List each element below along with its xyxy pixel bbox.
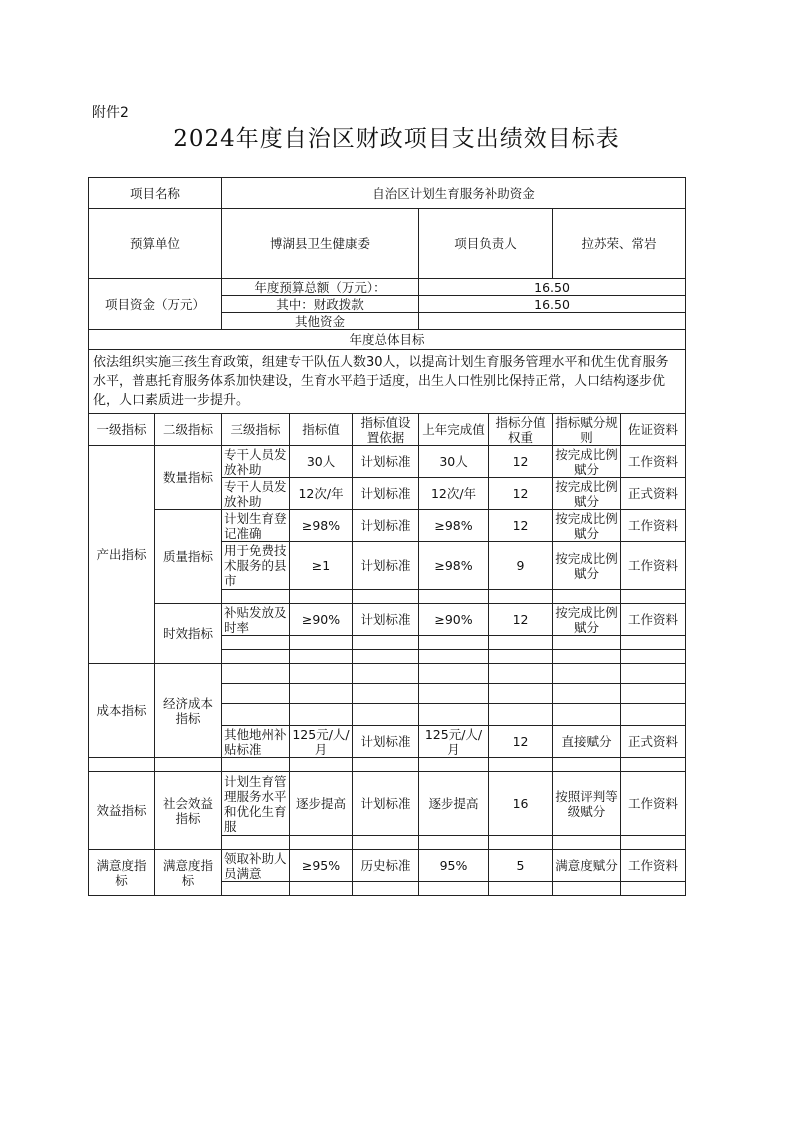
weight-cell: 12 (489, 726, 553, 758)
col-value: 指标值 (290, 414, 353, 446)
project-leader-label: 项目负责人 (419, 209, 553, 279)
l1-cost: 成本指标 (89, 664, 155, 758)
rule-cell: 按完成比例赋分 (553, 542, 621, 590)
funds-finance-label: 其中：财政拨款 (222, 296, 419, 313)
overall-goal-text: 依法组织实施三孩生育政策，组建专干队伍人数30人，以提高计划生育服务管理水平和优生优育服务水平，普惠托育服务体系加快建设，生育水平趋于适度，出生人口性别比保持正常，人口结构逐步优化，人口素质进一步提升。 (89, 350, 686, 414)
l3-cell: 计划生育管理服务水平和优化生育服 (222, 772, 290, 836)
l2-satisfaction: 满意度指标 (155, 850, 222, 896)
l2-timeliness: 时效指标 (155, 604, 222, 664)
basis-cell: 计划标准 (353, 478, 419, 510)
page-title: 2024年度自治区财政项目支出绩效目标表 (173, 126, 620, 152)
value-cell: 12次/年 (290, 478, 353, 510)
last-year-cell: 30人 (419, 446, 489, 478)
col-rule: 指标赋分规则 (553, 414, 621, 446)
funds-label: 项目资金（万元） (89, 279, 222, 330)
table-row (89, 850, 686, 882)
l3-cell: 专干人员发放补助 (222, 446, 290, 478)
last-year-cell: ≥98% (419, 510, 489, 542)
basis-cell: 计划标准 (353, 726, 419, 758)
rule-cell: 按完成比例赋分 (553, 510, 621, 542)
value-cell: 逐步提高 (290, 772, 353, 836)
empty-row (89, 664, 686, 684)
rule-cell: 按照评判等级赋分 (553, 772, 621, 836)
evidence-cell: 工作资料 (621, 772, 686, 836)
table-row (89, 446, 686, 478)
overall-goal-row (89, 350, 686, 414)
value-cell: 30人 (290, 446, 353, 478)
rule-cell: 按完成比例赋分 (553, 478, 621, 510)
last-year-cell: 95% (419, 850, 489, 882)
evidence-cell: 正式资料 (621, 478, 686, 510)
overall-goal-header-row (89, 330, 686, 350)
budget-unit-row (89, 209, 686, 279)
column-header-row (89, 414, 686, 446)
evidence-cell: 工作资料 (621, 604, 686, 636)
l3-cell: 用于免费技术服务的县市 (222, 542, 290, 590)
rule-cell: 按完成比例赋分 (553, 446, 621, 478)
funds-total-row (89, 279, 686, 296)
l2-economic-cost: 经济成本指标 (155, 664, 222, 758)
funds-other-label: 其他资金 (222, 313, 419, 330)
funds-total-label: 年度预算总额（万元）： (222, 279, 419, 296)
col-l2: 二级指标 (155, 414, 222, 446)
weight-cell: 16 (489, 772, 553, 836)
col-weight: 指标分值权重 (489, 414, 553, 446)
value-cell: ≥1 (290, 542, 353, 590)
weight-cell: 12 (489, 446, 553, 478)
value-cell: ≥90% (290, 604, 353, 636)
weight-cell: 5 (489, 850, 553, 882)
l3-cell: 其他地州补贴标准 (222, 726, 290, 758)
basis-cell: 历史标准 (353, 850, 419, 882)
last-year-cell: ≥90% (419, 604, 489, 636)
rule-cell: 满意度赋分 (553, 850, 621, 882)
funds-other-value (419, 313, 686, 330)
basis-cell: 计划标准 (353, 604, 419, 636)
table-row (89, 510, 686, 542)
l3-cell: 补贴发放及时率 (222, 604, 290, 636)
l1-satisfaction: 满意度指标 (89, 850, 155, 896)
col-evidence: 佐证资料 (621, 414, 686, 446)
budget-unit-value: 博湖县卫生健康委 (222, 209, 419, 279)
col-basis: 指标值设置依据 (353, 414, 419, 446)
value-cell: ≥95% (290, 850, 353, 882)
funds-finance-value: 16.50 (419, 296, 686, 313)
weight-cell: 9 (489, 542, 553, 590)
weight-cell: 12 (489, 604, 553, 636)
l2-quantity: 数量指标 (155, 446, 222, 510)
col-l1: 一级指标 (89, 414, 155, 446)
col-l3: 三级指标 (222, 414, 290, 446)
budget-unit-label: 预算单位 (89, 209, 222, 279)
weight-cell: 12 (489, 478, 553, 510)
l3-cell: 专干人员发放补助 (222, 478, 290, 510)
evidence-cell: 正式资料 (621, 726, 686, 758)
project-name-row (89, 178, 686, 209)
table-row (89, 772, 686, 836)
basis-cell: 计划标准 (353, 446, 419, 478)
basis-cell: 计划标准 (353, 510, 419, 542)
evidence-cell: 工作资料 (621, 850, 686, 882)
value-cell: ≥98% (290, 510, 353, 542)
l1-benefit: 效益指标 (89, 772, 155, 850)
value-cell: 125元/人/月 (290, 726, 353, 758)
funds-total-value: 16.50 (419, 279, 686, 296)
overall-goal-label: 年度总体目标 (89, 330, 686, 350)
project-name-value: 自治区计划生育服务补助资金 (222, 178, 686, 209)
project-name-label: 项目名称 (89, 178, 222, 209)
evidence-cell: 工作资料 (621, 510, 686, 542)
rule-cell: 直接赋分 (553, 726, 621, 758)
basis-cell: 计划标准 (353, 772, 419, 836)
project-leader-value: 拉苏荣、常岩 (553, 209, 686, 279)
l1-output: 产出指标 (89, 446, 155, 664)
last-year-cell: 12次/年 (419, 478, 489, 510)
rule-cell: 按完成比例赋分 (553, 604, 621, 636)
table-row (89, 604, 686, 636)
col-last-year: 上年完成值 (419, 414, 489, 446)
performance-target-table (88, 177, 686, 896)
last-year-cell: ≥98% (419, 542, 489, 590)
l3-cell: 领取补助人员满意 (222, 850, 290, 882)
l3-cell: 计划生育登记准确 (222, 510, 290, 542)
empty-row (89, 758, 686, 772)
basis-cell: 计划标准 (353, 542, 419, 590)
l2-quality: 质量指标 (155, 510, 222, 604)
attachment-label: 附件2 (92, 105, 129, 121)
evidence-cell: 工作资料 (621, 446, 686, 478)
l2-social-benefit: 社会效益指标 (155, 772, 222, 850)
last-year-cell: 逐步提高 (419, 772, 489, 836)
weight-cell: 12 (489, 510, 553, 542)
evidence-cell: 工作资料 (621, 542, 686, 590)
last-year-cell: 125元/人/月 (419, 726, 489, 758)
